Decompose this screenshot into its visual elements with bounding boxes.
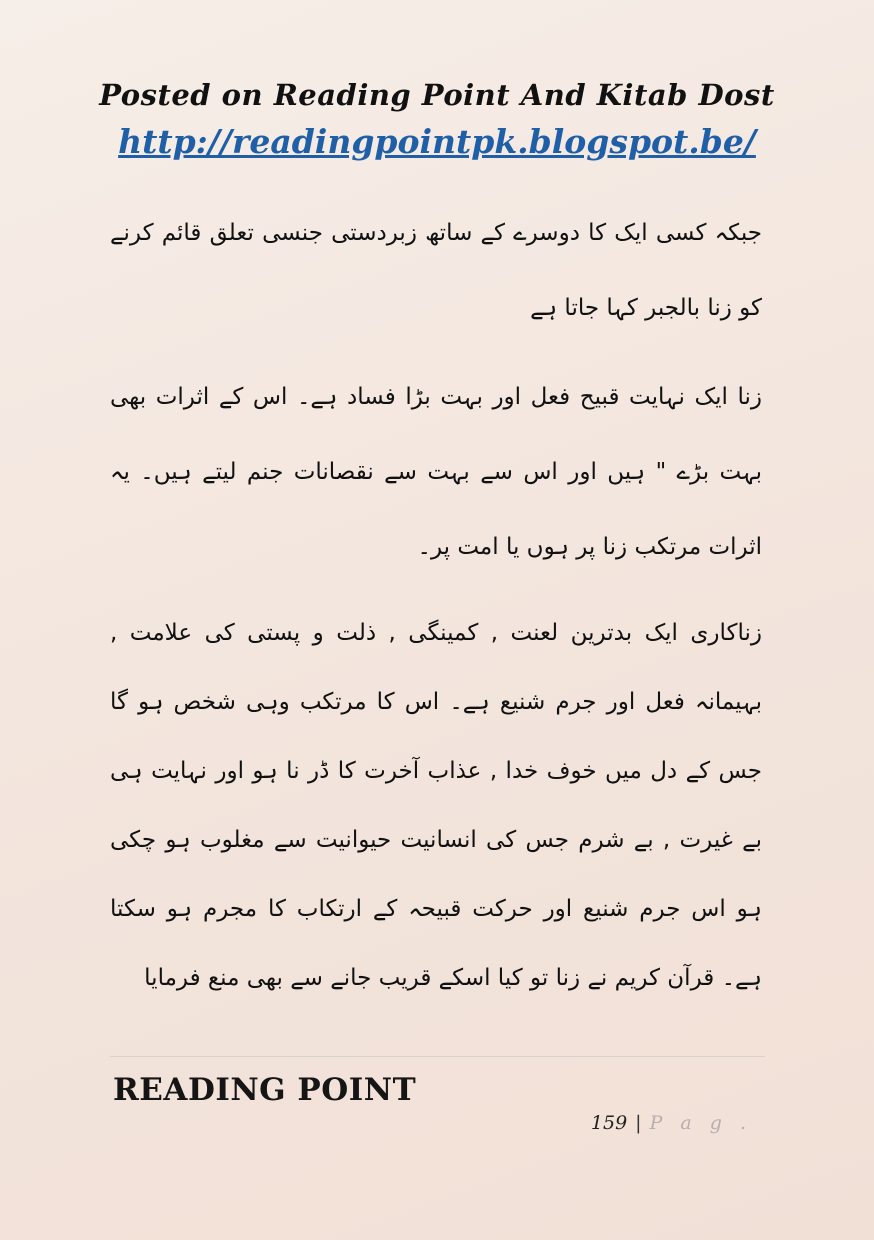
page-number-block (591, 1112, 752, 1134)
blog-link[interactable]: http://readingpointpk.blogspot.be/ (118, 122, 756, 161)
footer-brand: READING POINT (113, 1072, 417, 1108)
page-number: 159 (590, 1112, 628, 1134)
paragraph-3: زناکاری ایک بدترین لعنت , کمینگی , ذلت و پستی کی علامت , بہیمانہ فعل اور جرم شنیع ہے۔ اس کا مرتکب وہی شخص ہو گا جس کے دل میں خوف خدا , عذاب آخرت کا ڈر نا ہو اور نہایت ہی بے غیرت , بے شرم جس کی انسانیت حیوانیت سے مغلوب ہو چکی ہو اس جرم شنیع اور حرکت قبیحہ کے ارتکاب کا مجرم ہو سکتا ہے۔ قرآن کریم نے زنا تو کیا اسکے قریب جانے سے بھی منع فرمایا (110, 620, 762, 991)
page-word: P a g . (649, 1112, 752, 1134)
page-separator: | (635, 1112, 642, 1134)
paragraph-2: زنا ایک نہایت قبیح فعل اور بہت بڑا فساد ہے۔ اس کے اثرات بھی بہت بڑے " ہیں اور اس سے بہت سے نقصانات جنم لیتے ہیں۔ یہ اثرات مرتکب زنا پر ہوں یا امت پر۔ (110, 384, 762, 560)
paragraph-1: جبکہ کسی ایک کا دوسرے کے ساتھ زبردستی جنسی تعلق قائم کرنے کو زنا بالجبر کہا جاتا ہے (110, 220, 762, 321)
footer-divider (110, 1056, 765, 1057)
header-posted-on: Posted on Reading Point And Kitab Dost (99, 78, 775, 112)
article-body (110, 196, 762, 1013)
